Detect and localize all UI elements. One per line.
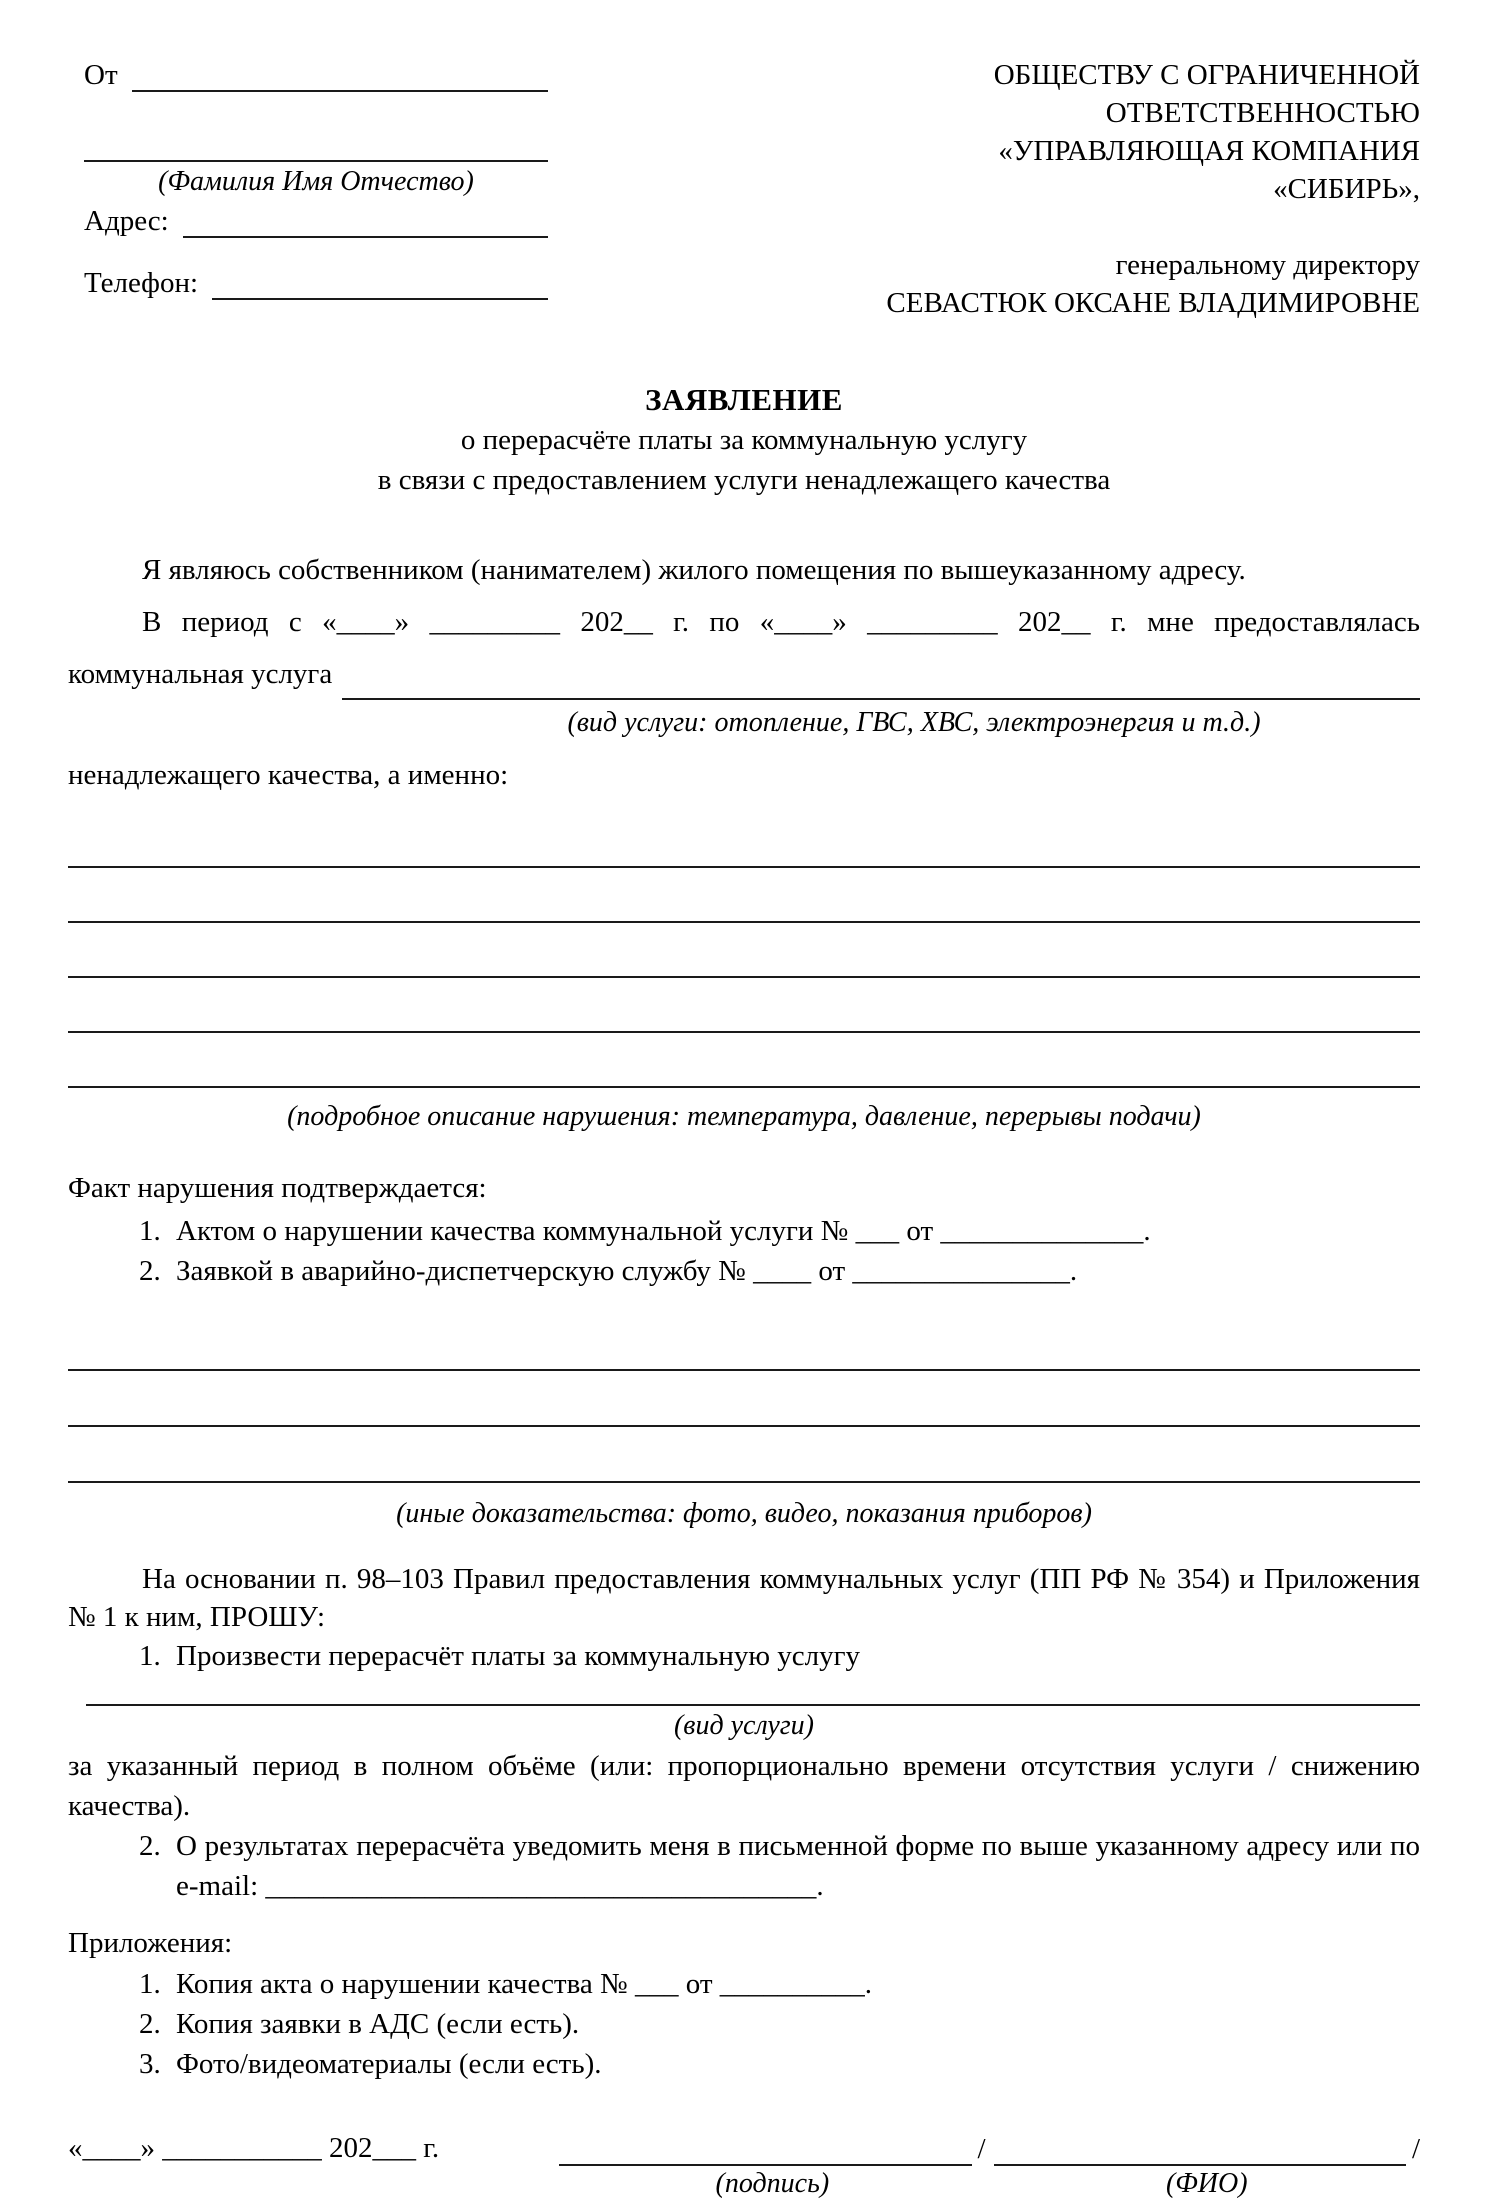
document-title: ЗАЯВЛЕНИЕ bbox=[645, 382, 843, 417]
fact-item-2: 2. Заявкой в аварийно-диспетчерскую службу № ____ от _______________. bbox=[168, 1251, 1420, 1291]
signature-block bbox=[559, 2130, 985, 2200]
slash-separator: / bbox=[977, 2133, 986, 2165]
addressee-block bbox=[660, 48, 1420, 322]
date-line: «____» ___________ 202___ г. bbox=[68, 2132, 440, 2164]
period-paragraph: В период с «____» _________ 202__ г. по «____» _________ 202__ г. мне предоставлялась bbox=[142, 606, 1420, 638]
other-evidence-caption: (иные доказательства: фото, видео, показания приборов) bbox=[396, 1498, 1092, 1529]
blank-line bbox=[68, 923, 1420, 978]
title-block bbox=[68, 380, 1420, 500]
company-name-line-1: ОБЩЕСТВУ С ОГРАНИЧЕННОЙ bbox=[993, 59, 1420, 91]
document-subtitle-2: в связи с предоставлением услуги ненадлежащего качества bbox=[377, 464, 1111, 496]
addressee-spacer bbox=[660, 208, 1420, 246]
slash-separator: / bbox=[1411, 2133, 1420, 2165]
violation-description-lines bbox=[68, 813, 1420, 1088]
address-row bbox=[84, 204, 548, 238]
signature-row bbox=[559, 2130, 985, 2166]
fact-heading: Факт нарушения подтверждается: bbox=[68, 1172, 487, 1204]
company-name-line-4: «СИБИРЬ», bbox=[1273, 173, 1420, 205]
attachments-list bbox=[68, 1964, 1420, 2084]
fio-blank-field-footer bbox=[994, 2130, 1406, 2166]
phone-row bbox=[84, 266, 548, 300]
service-label: коммунальная услуга bbox=[68, 658, 333, 690]
fact-item-1: 1. Актом о нарушении качества коммунальной услуги № ___ от ______________. bbox=[168, 1211, 1420, 1251]
fact-list bbox=[68, 1211, 1420, 1291]
applicant-block bbox=[68, 48, 548, 300]
service-row bbox=[68, 648, 1420, 700]
director-title: генеральному директору bbox=[1115, 249, 1420, 281]
company-name-line-2: ОТВЕТСТВЕННОСТЬЮ bbox=[1105, 97, 1420, 129]
fio-blank-field bbox=[84, 160, 548, 162]
from-blank-field bbox=[132, 58, 548, 92]
blank-line bbox=[68, 978, 1420, 1033]
blank-line bbox=[68, 1033, 1420, 1088]
fio-footer-caption: (ФИО) bbox=[1165, 2168, 1248, 2199]
signature-blank-field bbox=[559, 2130, 971, 2166]
signature-group bbox=[559, 2130, 1420, 2200]
attachment-item-2: 2. Копия заявки в АДС (если есть). bbox=[168, 2004, 1420, 2044]
request-list-continued bbox=[68, 1826, 1420, 1906]
blank-line bbox=[68, 1371, 1420, 1427]
phone-label: Телефон: bbox=[84, 267, 199, 299]
attachment-item-3: 3. Фото/видеоматериалы (если есть). bbox=[168, 2044, 1420, 2084]
request-item-1: 1. Произвести перерасчёт платы за коммунальную услугу bbox=[168, 1636, 1420, 1676]
address-label: Адрес: bbox=[84, 205, 169, 237]
company-name-line-3: «УПРАВЛЯЮЩАЯ КОМПАНИЯ bbox=[998, 135, 1420, 167]
blank-line bbox=[68, 1315, 1420, 1371]
blank-line bbox=[68, 813, 1420, 868]
document-body bbox=[68, 544, 1420, 2084]
blank-line bbox=[68, 1427, 1420, 1483]
signature-footer bbox=[68, 2130, 1420, 2200]
from-label: От bbox=[84, 59, 118, 91]
director-name: СЕВАСТЮК ОКСАНЕ ВЛАДИМИРОВНЕ bbox=[886, 287, 1420, 319]
attachment-item-1: 1. Копия акта о нарушении качества № ___ от __________. bbox=[168, 1964, 1420, 2004]
other-evidence-lines bbox=[68, 1315, 1420, 1483]
blank-line bbox=[68, 868, 1420, 923]
fio-caption: (Фамилия Имя Отчество) bbox=[158, 166, 474, 197]
attachments-heading: Приложения: bbox=[68, 1927, 233, 1959]
violation-description-caption: (подробное описание нарушения: температура, давление, перерывы подачи) bbox=[287, 1101, 1201, 1132]
service-kind-caption: (вид услуги) bbox=[673, 1710, 814, 1741]
scope-paragraph: за указанный период в полном объёме (или: пропорционально времени отсутствия услуги / снижению качества). bbox=[68, 1750, 1420, 1822]
request-item-2: 2. О результатах перерасчёта уведомить меня в письменной форме по выше указанному адресу или по e-mail: ______________________________________. bbox=[168, 1826, 1420, 1906]
signature-caption: (подпись) bbox=[715, 2168, 830, 2199]
phone-blank-field bbox=[212, 266, 548, 300]
address-blank-field bbox=[183, 204, 548, 238]
document-header bbox=[68, 48, 1420, 322]
fio-row bbox=[994, 2130, 1420, 2166]
quality-paragraph: ненадлежащего качества, а именно: bbox=[68, 759, 509, 791]
service-type-caption: (вид услуги: отопление, ГВС, ХВС, электроэнергия и т.д.) bbox=[567, 707, 1261, 738]
legal-basis-paragraph: На основании п. 98–103 Правил предоставления коммунальных услуг (ПП РФ № 354) и Приложения № 1 к ним, ПРОШУ: bbox=[68, 1563, 1420, 1633]
request-list bbox=[68, 1636, 1420, 1676]
document-subtitle-1: о перерасчёте платы за коммунальную услугу bbox=[460, 424, 1028, 456]
from-row bbox=[84, 58, 548, 92]
service-blank-field bbox=[342, 660, 1420, 700]
fio-block bbox=[994, 2130, 1420, 2200]
ownership-paragraph: Я являюсь собственником (нанимателем) жилого помещения по вышеуказанному адресу. bbox=[142, 554, 1246, 586]
